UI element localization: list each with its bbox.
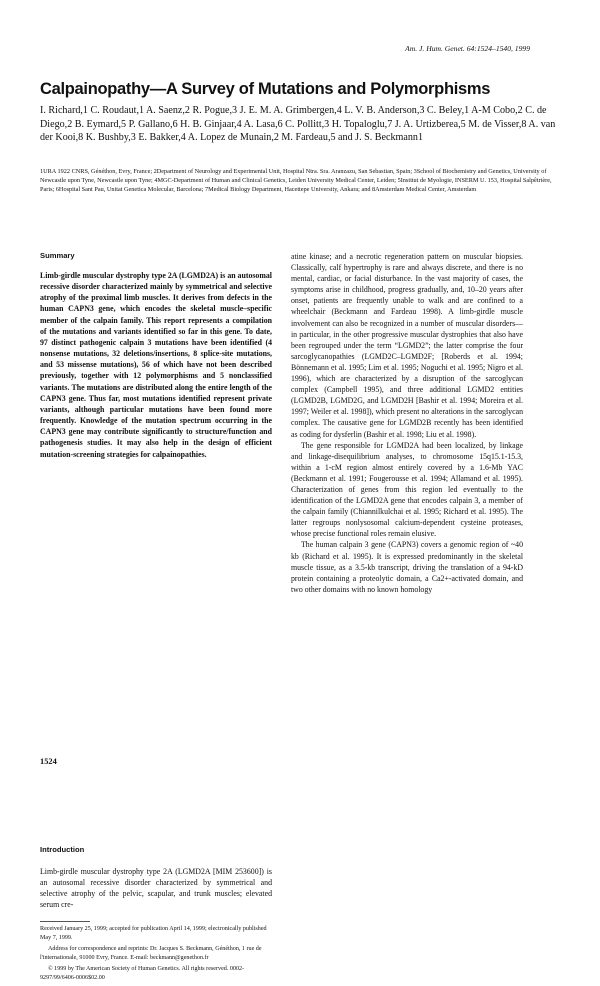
footnotes — [40, 925, 272, 986]
journal-reference: Am. J. Hum. Genet. 64:1524–1540, 1999 — [405, 44, 530, 53]
right-column — [291, 251, 523, 595]
body-paragraph-1: atine kinase; and a necrotic regeneration pattern on muscular biopsies. Classically, calf hypertrophy is rare and always discrete, and there is no mental, cardiac, or facial disturbance. In the vast majority of cases, the symptoms arise in childhood, progress gradually, and, 10–20 years after onset, patients are frequently unable to walk and are confined to a wheelchair (Beckmann and Fardeau 1998). A limb-girdle muscle involvement can also be recognized in a number of muscular disorders—in particular, in the other progressive muscular dystrophies that also have been regrouped under the term “LGMD2”; the latter comprise the four sarcoglycanopathies (LGMD2C–LGMD2F; [Roberds et al. 1994; Bönnemann et al. 1995; Lim et al. 1995; Noguchi et al. 1995; Nigro et al. 1996), which are characterized by a disruption of the sarcoglycan complex (Campbell 1995), and three additional LGMD2 entities (LGMD2B, LGMD2G, and LGMD2H [Bashir et al. 1994; Moreira et al. 1997; Weiler et al. 1998]), which present no alterations in the sarcoglycan complex. The causative gene for LGMD2B recently has been identified as coding for dysferlin (Bashir et al. 1998; Liu et al. 1998). — [291, 252, 523, 439]
footnote-copyright: © 1999 by The American Society of Human Genetics. All rights reserved. 0002-9297/99/6406-0006$02.00 — [40, 966, 245, 981]
footnote-received: Received January 25, 1999; accepted for publication April 14, 1999; electronically published May 7, 1999. — [40, 926, 267, 941]
footnote-address: Address for correspondence and reprints: Dr. Jacques S. Beckmann, Généthon, 1 rue de l'internationale, 91000 Evry, France. E-mail: beckmann@genethon.fr — [40, 946, 262, 961]
introduction-text: Limb-girdle muscular dystrophy type 2A (LGMD2A [MIM 253600]) is an autosomal recessive disorder characterized by symmetrical and selective atrophy of the pelvic, scapular, and trunk muscles; elevated serum cre- — [40, 867, 272, 909]
article-title: Calpainopathy—A Survey of Mutations and Polymorphisms — [40, 80, 491, 98]
author-list: I. Richard,1 C. Roudaut,1 A. Saenz,2 R. Pogue,3 J. E. M. A. Grimbergen,4 L. V. B. Anderson,3 C. Beley,1 A-M Cobo,2 C. de Diego,2 B. Eymard,5 P. Gallano,6 H. B. Ginjaar,4 A. Lasa,6 C. Pollitt,3 H. Topaloglu,7 J. A. Urtizberea,5 M. de Visser,8 A. van der Kooi,8 K. Bushby,3 E. Bakker,4 A. Lopez de Munain,2 M. Fardeau,5 and J. S. Beckmann1 — [40, 105, 556, 143]
introduction-heading: Introduction — [40, 845, 85, 854]
footnote-divider — [40, 921, 90, 922]
body-paragraph-3: The human calpain 3 gene (CAPN3) covers a genomic region of ~40 kb (Richard et al. 1995). It is expressed predominantly in the skeletal muscle tissue, as a 3.5-kb transcript, driving the translation of a 94-kD protein containing a proteolytic domain, a Ca2+-activated domain, and two other domains with no known homology — [291, 540, 523, 594]
author-affiliations: 1URA 1922 CNRS, Généthon, Evry, France; 2Department of Neurology and Experimental Unit, Hospital Ntra. Sra. Aranzazu, San Sebastian, Spain; 3School of Biochemistry and Genetics, University of Newcastle upon Tyne, Newcastle upon Tyne; 4MGC-Department of Human and Clinical Genetics, Leiden University Medical Center, Leiden; 5Institut de Myologie, INSERM U. 153, Hospital Salpêtrière, Paris; 6Hospital Sant Pau, Unitat Genetica Molecular, Barcelona; 7Medical Biology Department, Hacettepe University, Ankara; and 8Amsterdam Medical Center, Amsterdam — [40, 168, 552, 193]
body-paragraph-2: The gene responsible for LGMD2A had been localized, by linkage and linkage-disequilibrium analyses, to chromosome 15q15.1-15.3, within a 1-cM region almost entirely covered by a 1.6-Mb YAC (Beckmann et al. 1991; Fougerousse et al. 1994; Allamand et al. 1995). Characterization of genes from this region led eventually to the identification of the LGMD2A gene that encodes calpain 3, a member of the calpain family (Chiannilkulchai et al. 1995; Richard et al. 1995). The latter regroups nonlysosomal calcium-dependent cysteine proteases, whose precise functional roles remain elusive. — [291, 440, 523, 539]
summary-text: Limb-girdle muscular dystrophy type 2A (LGMD2A) is an autosomal recessive disorder characterized mainly by symmetrical and selective atrophy of the proximal limb muscles. It derives from defects in the human CAPN3 gene, which encodes the skeletal muscle–specific member of the calpain family. This report represents a compilation of the mutations and variants identified so far in this gene. To date, 97 distinct pathogenic calpain 3 mutations have been identified (4 nonsense mutations, 32 deletions/insertions, 8 splice-site mutations, and 53 missense mutations), 56 of which have not been described previously, together with 12 polymorphisms and 5 nonclassified variants. The mutations are distributed along the entire length of the CAPN3 gene. Thus far, most mutations identified represent private variants, although particular mutations have been found more frequently. Knowledge of the mutation spectrum occurring in the CAPN3 gene may contribute significantly to structure/function and pathogenesis studies. It may also help in the design of efficient mutation-screening strategies for calpainopathies. — [40, 271, 272, 459]
summary-heading: Summary — [40, 251, 75, 260]
page-number: 1524 — [40, 757, 57, 766]
